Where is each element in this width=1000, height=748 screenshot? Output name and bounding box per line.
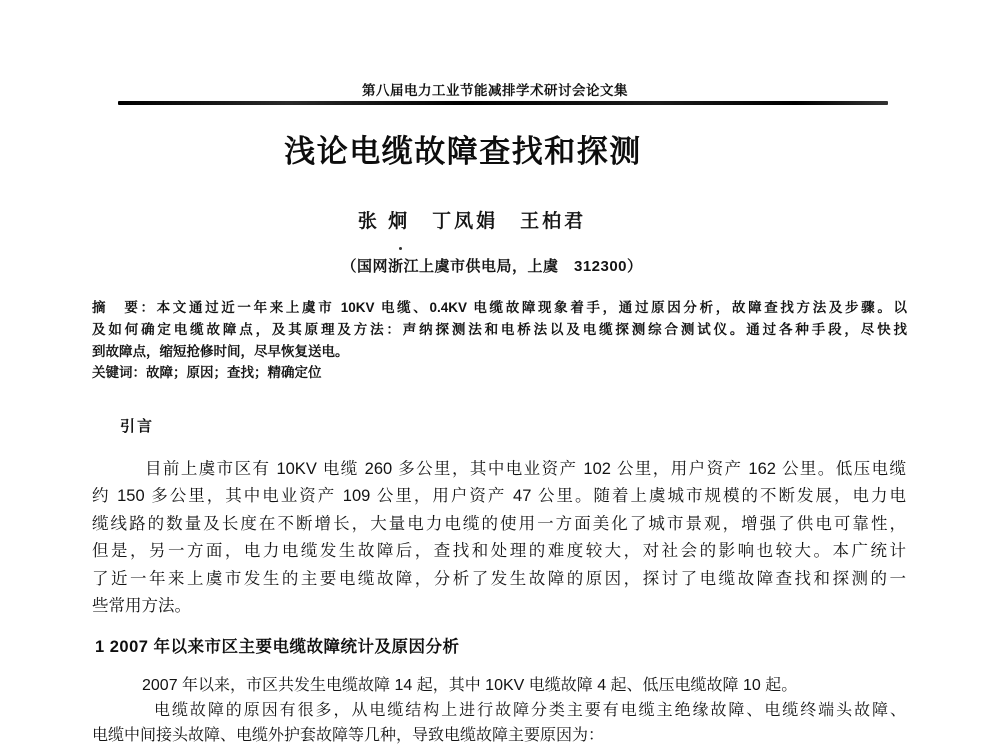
journal-header: 第八届电力工业节能减排学术研讨会论文集 [362, 83, 628, 98]
affiliation-line: （国网浙江上虞市供电局，上虞 312300） [341, 258, 643, 275]
intro-line: 缆线路的数量及长度在不断增长，大量电力电缆的使用一方面美化了城市景观，增强了供电可靠性， [92, 514, 906, 533]
section1-line: 电缆故障的原因有很多，从电缆结构上进行故障分类主要有电缆主绝缘故障、电缆终端头故障、 [154, 702, 906, 719]
abstract-line: 摘 要：本文通过近一年来上虞市 10KV 电缆、0.4KV 电缆故障现象着手，通过原因分析，故障查找方法及步骤。以 [92, 300, 907, 315]
abstract-line: 及如何确定电缆故障点，及其原理及方法：声纳探测法和电桥法以及电缆探测综合测试仪。通过各种手段，尽快找 [92, 321, 907, 337]
paper-title: 浅论电缆故障查找和探测 [284, 134, 642, 169]
abstract-line: 到故障点，缩短抢修时间，尽早恢复送电。 [92, 343, 349, 359]
intro-line: 约 150 多公里，其中电业资产 109 公里，用户资产 47 公里。随着上虞城市规模的不断发展，电力电 [92, 487, 906, 506]
intro-line: 些常用方法。 [92, 597, 191, 616]
section1-heading: 1 2007 年以来市区主要电缆故障统计及原因分析 [95, 638, 460, 656]
scan-speck [399, 247, 402, 250]
header-rule [118, 101, 888, 105]
intro-line: 了近一年来上虞市发生的主要电缆故障，分析了发生故障的原因，探讨了电缆故障查找和探测的一 [92, 569, 906, 588]
intro-line: 但是，另一方面，电力电缆发生故障后，查找和处理的难度较大，对社会的影响也较大。本广统计 [92, 542, 906, 561]
intro-line: 目前上虞市区有 10KV 电缆 260 多公里，其中电业资产 102 公里，用户资产 162 公里。低压电缆 [145, 460, 906, 478]
section1-line: 2007 年以来，市区共发生电缆故障 14 起，其中 10KV 电缆故障 4 起、低压电缆故障 10 起。 [142, 677, 798, 694]
section1-paragraph [92, 673, 906, 748]
abstract-block [92, 297, 907, 384]
intro-paragraph [92, 456, 906, 620]
keywords-line: 关键词：故障；原因；查找；精确定位 [92, 365, 322, 381]
authors-line: 张 炯 丁凤娟 王柏君 [357, 211, 587, 232]
section1-line-clipped: 电缆中间接头故障、电缆外护套故障等几种，导致电缆故障主要原因为： [92, 727, 605, 744]
intro-section-heading: 引言 [120, 418, 155, 435]
